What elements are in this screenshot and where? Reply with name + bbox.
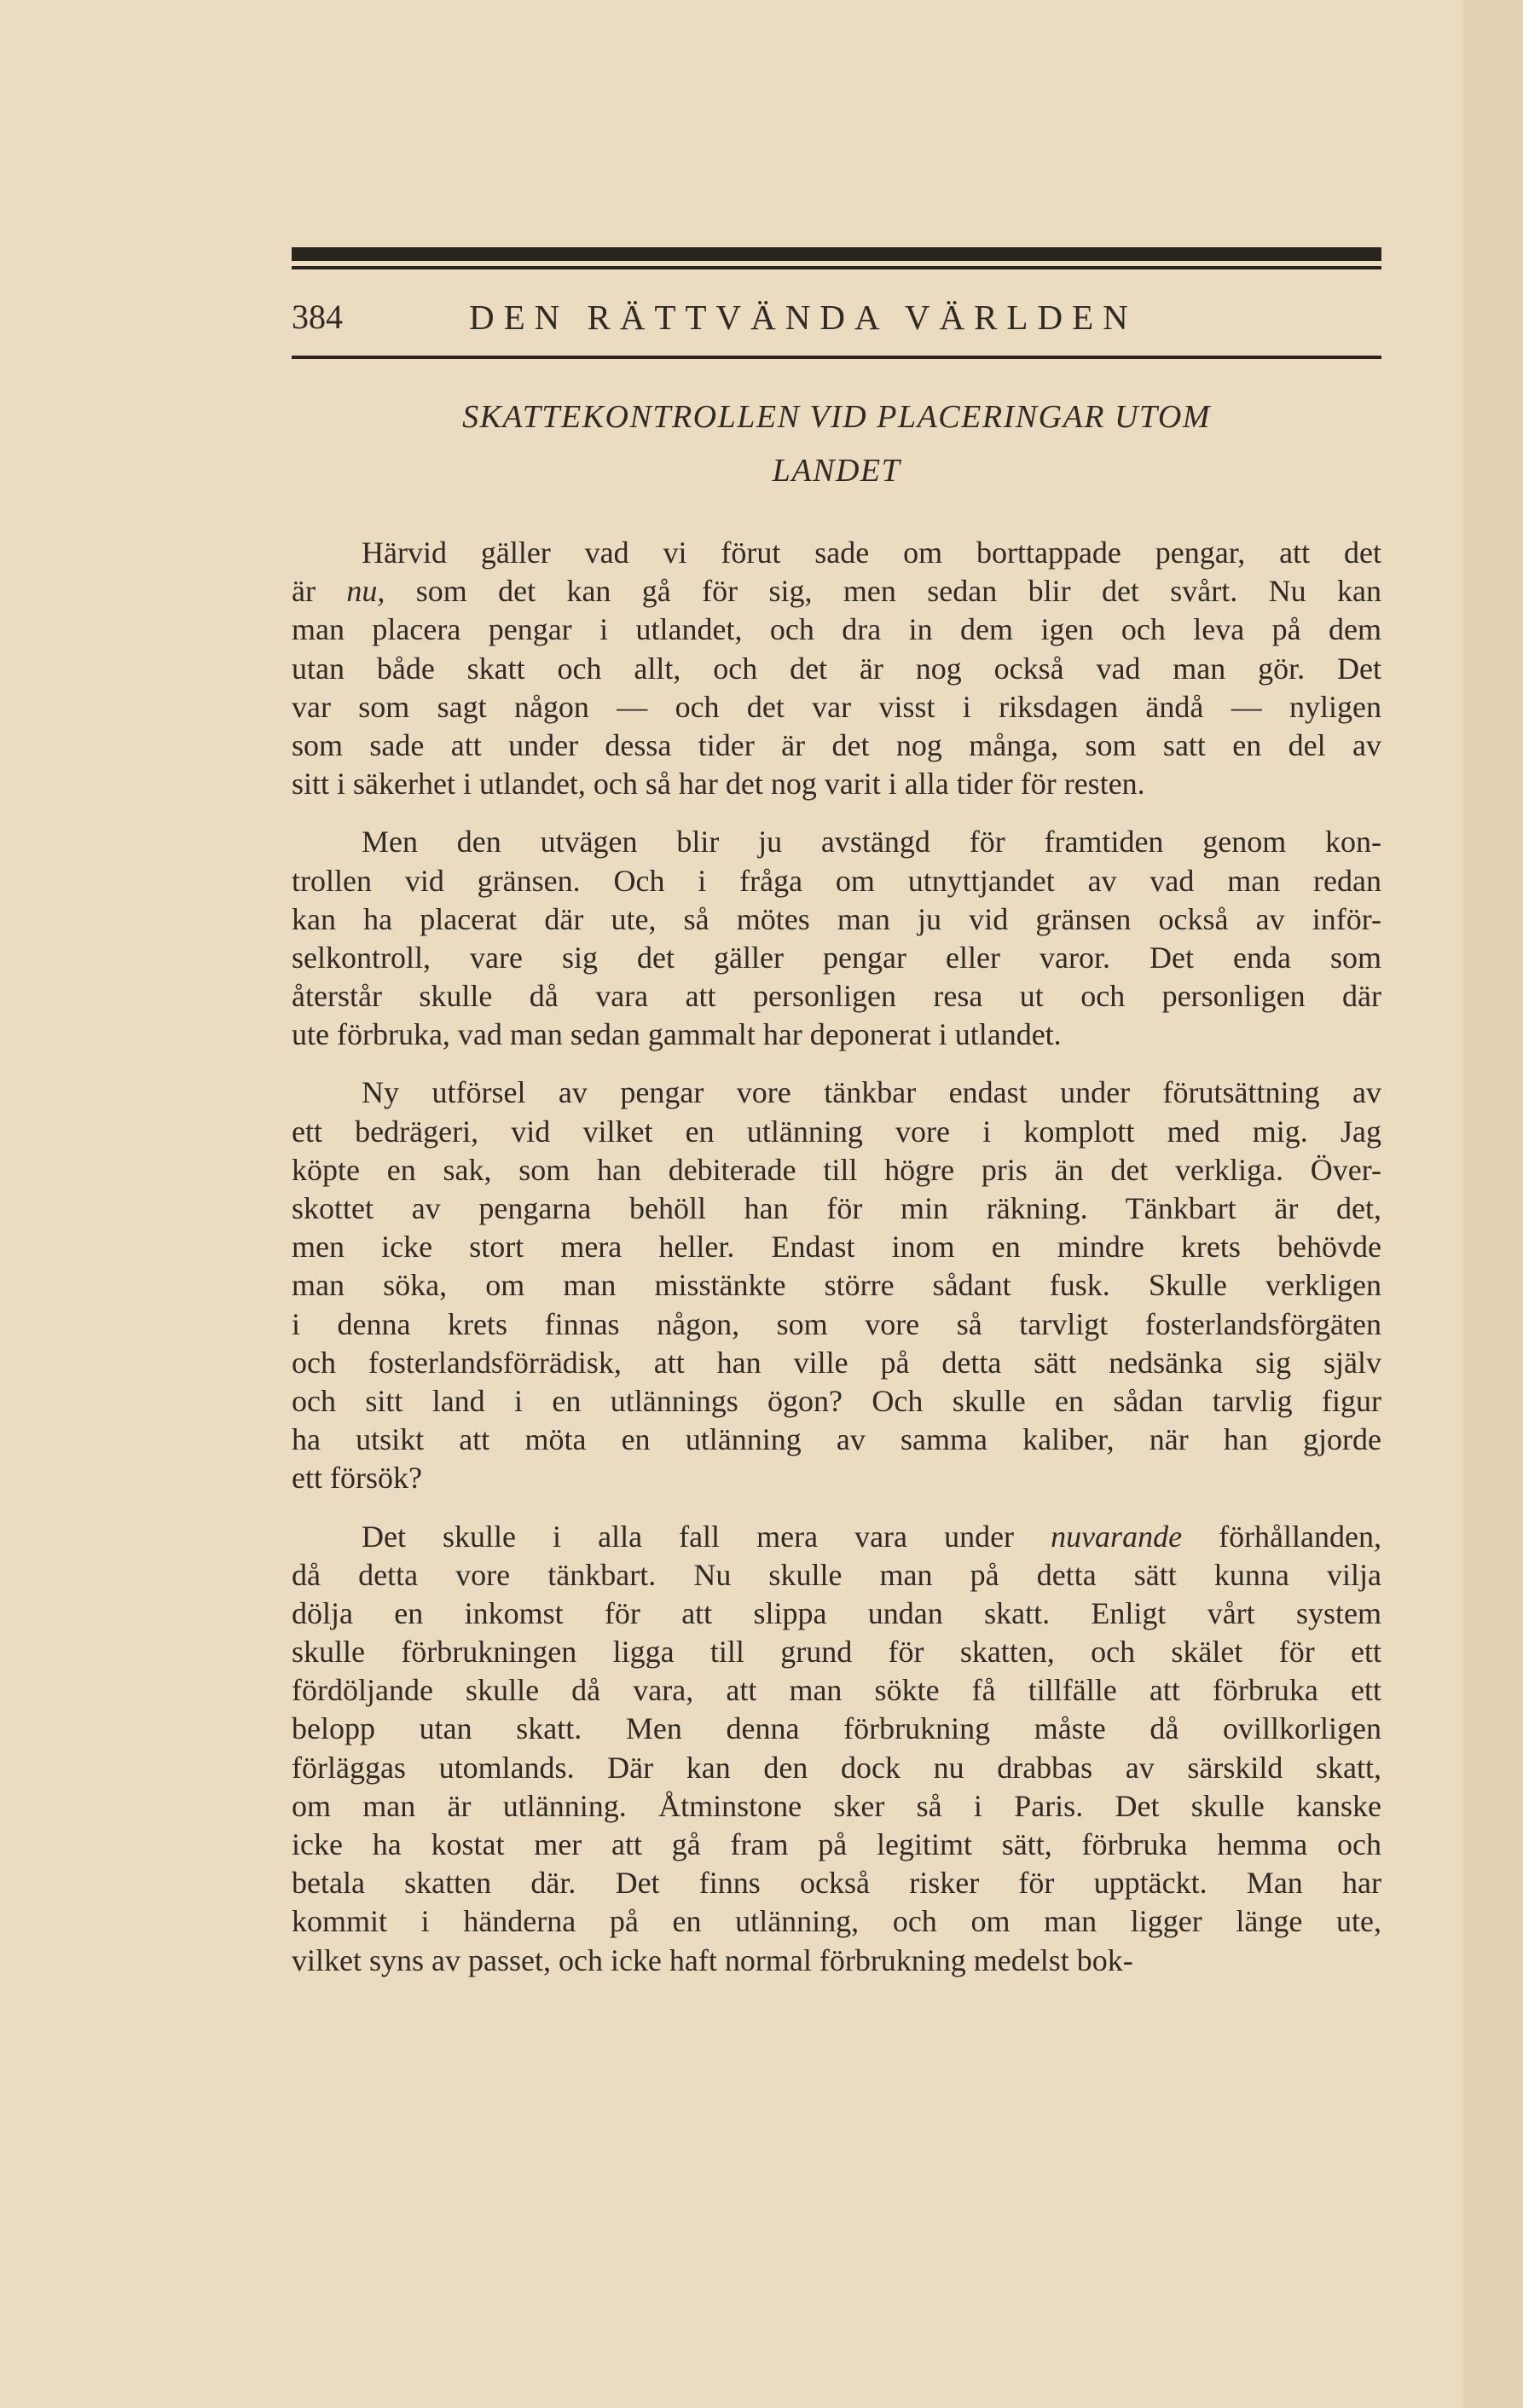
text-line: man placera pengar i utlandet, och dra in dem igen och leva på dem	[292, 612, 1381, 647]
text-line: ute förbruka, vad man sedan gammalt har deponerat i utlandet.	[292, 1017, 1062, 1052]
emphasis-text: nuvarande	[1051, 1519, 1183, 1554]
text-segment: är	[292, 574, 347, 609]
section-title-line: SKATTEKONTROLLEN VID PLACERINGAR UTOM	[462, 399, 1211, 435]
text-line: vilket syns av passet, och icke haft normal förbrukning medelst bok-	[292, 1942, 1133, 1977]
text-line	[292, 572, 1381, 611]
text-line: ha utsikt att möta en utlänning av samma kaliber, när han gjorde	[292, 1422, 1381, 1457]
text-line: kan ha placerat där ute, så mötes man ju vid gränsen också av inför-	[292, 901, 1381, 936]
text-line: trollen vid gränsen. Och i fråga om utnyttjandet av vad man redan	[292, 863, 1381, 898]
page-edge-shadow	[1463, 0, 1523, 2408]
text-line: kommit i händerna på en utlänning, och om man ligger länge ute,	[292, 1904, 1381, 1939]
text-line: och fosterlandsförrädisk, att han ville på detta sätt nedsänka sig själv	[292, 1345, 1381, 1380]
section-title	[292, 391, 1381, 498]
text-segment: förhållanden,	[1182, 1519, 1381, 1554]
text-line: ett bedrägeri, vid vilket en utlänning vore i komplott med mig. Jag	[292, 1114, 1381, 1149]
text-line: utan både skatt och allt, och det är nog också vad man gör. Det	[292, 651, 1381, 686]
emphasis-text: nu,	[346, 574, 385, 609]
paragraph	[292, 1518, 1381, 1980]
text-line: men icke stort mera heller. Endast inom en mindre krets behövde	[292, 1230, 1381, 1265]
text-line: Ny utförsel av pengar vore tänkbar endast under förutsättning av	[362, 1075, 1381, 1110]
text-segment: som det kan gå för sig, men sedan blir det svårt. Nu kan	[385, 574, 1381, 609]
header-rule-thick	[292, 247, 1381, 261]
text-line: sitt i säkerhet i utlandet, och så har det nog varit i alla tider för resten.	[292, 767, 1145, 802]
running-header	[292, 287, 1381, 348]
body-text	[292, 534, 1381, 2000]
text-line: om man är utlänning. Åtminstone sker så i Paris. Det skulle kanske	[292, 1788, 1381, 1823]
text-line: då detta vore tänkbart. Nu skulle man på detta sätt kunna vilja	[292, 1557, 1381, 1592]
text-line: som sade att under dessa tider är det nog många, som satt en del av	[292, 727, 1381, 762]
text-line: Men den utvägen blir ju avstängd för framtiden genom kon-	[362, 825, 1381, 860]
section-title-line: LANDET	[772, 453, 901, 489]
text-line: Härvid gäller vad vi förut sade om borttappade pengar, att det	[362, 535, 1381, 570]
text-line: köpte en sak, som han debiterade till högre pris än det verkliga. Över-	[292, 1152, 1381, 1187]
text-line: dölja en inkomst för att slippa undan skatt. Enligt vårt system	[292, 1595, 1381, 1630]
text-line: belopp utan skatt. Men denna förbrukning måste då ovillkorligen	[292, 1711, 1381, 1746]
text-line: ett försök?	[292, 1461, 422, 1496]
running-title: DEN RÄTTVÄNDA VÄRLDEN	[469, 298, 1138, 337]
text-line: betala skatten där. Det finns också risker för upptäckt. Man har	[292, 1866, 1381, 1901]
text-line: återstår skulle då vara att personligen resa ut och personligen där	[292, 979, 1381, 1014]
text-line	[292, 1518, 1381, 1556]
paragraph	[292, 534, 1381, 803]
text-line: man söka, om man misstänkte större sådant fusk. Skulle verkligen	[292, 1268, 1381, 1303]
text-line: förläggas utomlands. Där kan den dock nu drabbas av särskild skatt,	[292, 1750, 1381, 1785]
text-line: fördöljande skulle då vara, att man sökte få tillfälle att förbruka ett	[292, 1673, 1381, 1708]
text-line: och sitt land i en utlännings ögon? Och skulle en sådan tarvlig figur	[292, 1383, 1381, 1418]
paragraph	[292, 1074, 1381, 1497]
text-line: skottet av pengarna behöll han för min räkning. Tänkbart är det,	[292, 1191, 1381, 1225]
text-line: icke ha kostat mer att gå fram på legitimt sätt, förbruka hemma och	[292, 1827, 1381, 1861]
page-number: 384	[292, 298, 343, 336]
header-rule-bottom	[292, 356, 1381, 359]
text-line: var som sagt någon — och det var visst i riksdagen ändå — nyligen	[292, 689, 1381, 724]
text-line: i denna krets finnas någon, som vore så tarvligt fosterlandsförgäten	[292, 1306, 1381, 1341]
text-segment: Det skulle i alla fall mera vara under	[362, 1519, 1051, 1554]
text-line: selkontroll, vare sig det gäller pengar eller varor. Det enda som	[292, 940, 1381, 975]
text-line: skulle förbrukningen ligga till grund för skatten, och skälet för ett	[292, 1635, 1381, 1670]
header-rule-thin	[292, 266, 1381, 269]
paragraph	[292, 823, 1381, 1054]
